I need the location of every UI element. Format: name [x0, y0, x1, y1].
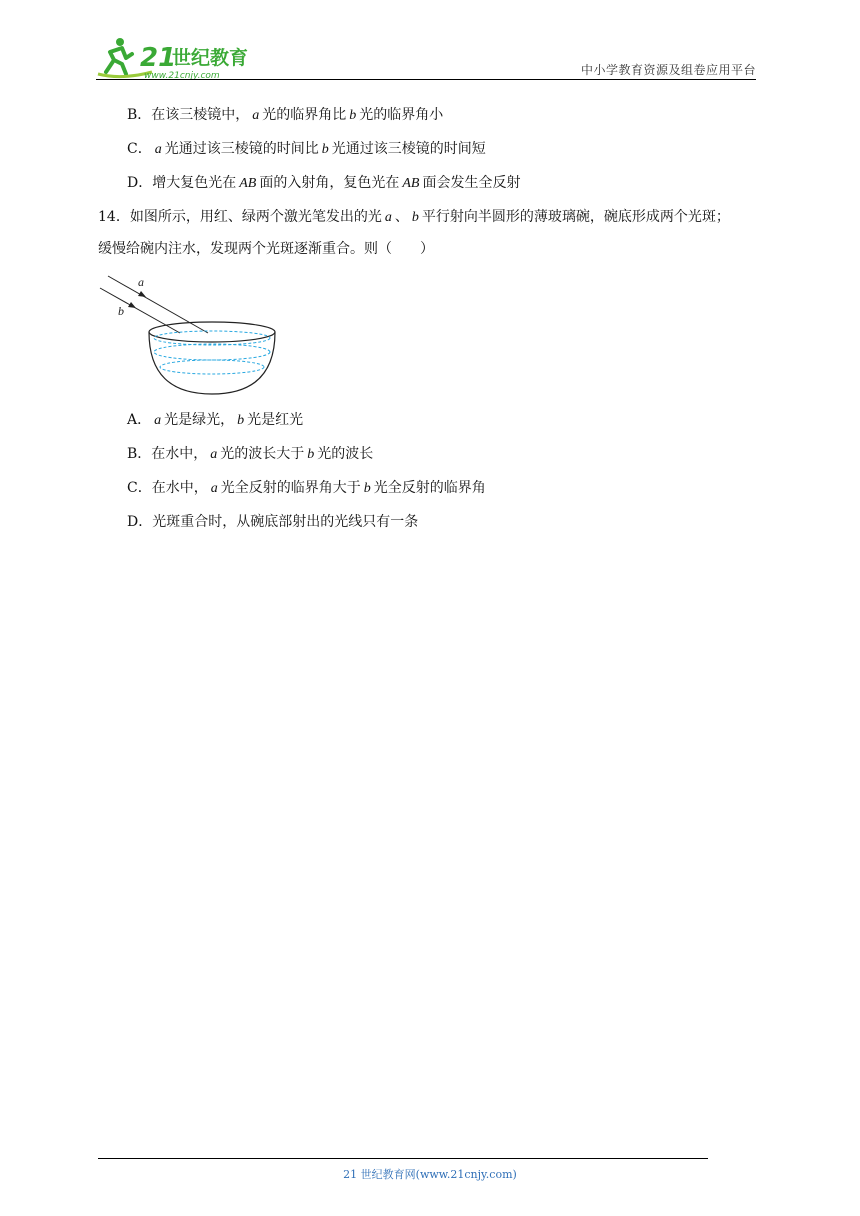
option-c-prev: C． a 光通过该三棱镜的时间比 b 光通过该三棱镜的时间短: [127, 141, 486, 157]
bowl-diagram: [98, 270, 280, 396]
arrow-b-icon: [128, 302, 136, 308]
option-d-prev: D．增大复色光在 AB 面的入射角，复色光在 AB 面会发生全反射: [127, 175, 521, 191]
water-line-2: [154, 344, 270, 360]
logo-url: www.21cnjy.com: [144, 71, 220, 81]
platform-name: 中小学教育资源及组卷应用平台: [580, 63, 756, 77]
question-14-stem-line2: 缓慢给碗内注水，发现两个光斑逐渐重合。则（ ）: [98, 241, 434, 257]
label-a: a: [138, 275, 144, 289]
label-b: b: [118, 304, 124, 318]
footer-divider: [98, 1158, 708, 1159]
question-14-stem-line1: 14．如图所示，用红、绿两个激光笔发出的光 a 、 b 平行射向半圆形的薄玻璃碗，碗底形成两个光斑；: [98, 209, 730, 225]
option-a: A． a 光是绿光， b 光是红光: [127, 412, 304, 428]
option-d: D．光斑重合时，从碗底部射出的光线只有一条: [127, 514, 419, 530]
site-logo: [92, 34, 262, 82]
water-line-1: [154, 331, 270, 345]
logo-number: 21: [140, 43, 177, 73]
header-divider: [96, 79, 756, 80]
option-b: B．在水中， a 光的波长大于 b 光的波长: [127, 446, 374, 462]
bowl-rim: [149, 322, 275, 342]
logo-graphic: [92, 34, 262, 82]
water-line-3: [160, 360, 264, 374]
option-c: C．在水中， a 光全反射的临界角大于 b 光全反射的临界角: [127, 480, 486, 496]
logo-text: 世纪教育: [172, 47, 249, 69]
footer-link[interactable]: 21 世纪教育网(www.21cnjy.com): [343, 1168, 517, 1181]
bowl-figure: [98, 270, 280, 396]
option-b-prev: B．在该三棱镜中， a 光的临界角比 b 光的临界角小: [127, 107, 444, 123]
